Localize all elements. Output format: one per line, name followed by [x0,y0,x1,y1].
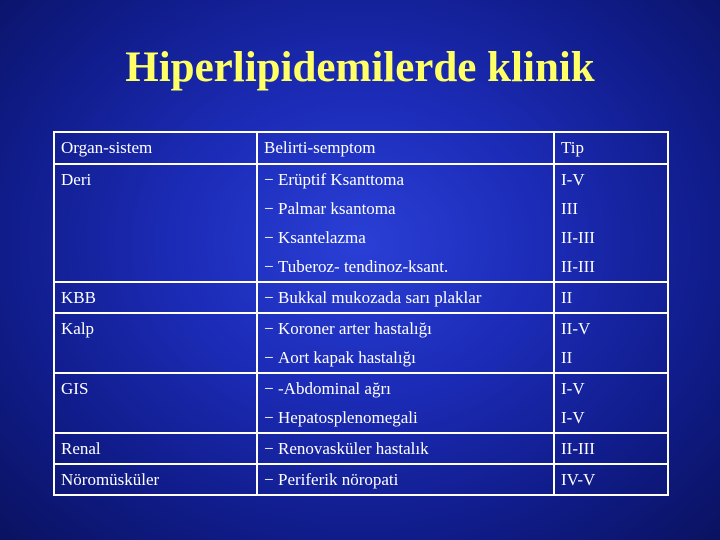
type-cell [554,313,668,373]
symptom-line [264,314,547,343]
type-cell [554,464,668,495]
symptom-line [264,434,547,463]
symptom-cell [257,164,554,282]
organ-cell [54,373,257,433]
dash-marker: − [264,319,274,338]
table-row-deri [54,164,668,282]
dash-marker: − [264,470,274,489]
symptom-text: Koroner arter hastalığı [278,319,432,338]
organ-label: KBB [61,288,96,307]
symptom-line [264,194,547,223]
organ-cell [54,433,257,464]
organ-cell [54,164,257,282]
organ-label: Kalp [61,319,95,338]
symptom-text: Aort kapak hastalığı [278,348,416,367]
table-row-gis [54,373,668,433]
symptom-cell [257,282,554,313]
organ-label: Deri [61,170,92,189]
symptom-line [264,374,547,403]
dash-marker: − [264,379,274,398]
header-organ-sistem: Organ-sistem [54,132,257,164]
organ-label: GIS [61,379,89,398]
clinic-table [53,131,669,496]
symptom-text: Erüptif Ksanttoma [278,170,405,189]
organ-cell [54,313,257,373]
organ-cell [54,282,257,313]
table-row-kbb [54,282,668,313]
type-value: II [561,288,573,307]
type-value: II-III [561,257,595,276]
dash-marker: − [264,348,274,367]
symptom-text: Bukkal mukozada sarı plaklar [278,288,482,307]
dash-marker: − [264,408,274,427]
header-belirti-semptom: Belirti-semptom [257,132,554,164]
symptom-text: Periferik nöropati [278,470,399,489]
dash-marker: − [264,439,274,458]
symptom-cell [257,464,554,495]
table-row-noromuskuler [54,464,668,495]
organ-label: Renal [61,439,101,458]
symptom-line [264,252,547,281]
symptom-line [264,283,547,312]
type-value: I-V [561,408,585,427]
slide-title: Hiperlipidemilerde klinik [125,44,595,91]
symptom-text: Palmar ksantoma [278,199,396,218]
symptom-cell [257,313,554,373]
symptom-cell [257,433,554,464]
symptom-text: Ksantelazma [278,228,366,247]
type-value: I-V [561,379,585,398]
symptom-line [264,223,547,252]
type-cell [554,373,668,433]
organ-label: Nöromüsküler [61,470,160,489]
dash-marker: − [264,170,274,189]
dash-marker: − [264,288,274,307]
symptom-line [264,165,547,194]
dash-marker: − [264,228,274,247]
symptom-text: Hepatosplenomegali [278,408,418,427]
header-tip: Tip [554,132,668,164]
table-row-renal [54,433,668,464]
type-cell [554,433,668,464]
symptom-line [264,403,547,432]
symptom-text: Renovasküler hastalık [278,439,429,458]
type-value: II-III [561,439,595,458]
type-value: I-V [561,170,585,189]
symptom-text: -Abdominal ağrı [278,379,391,398]
dash-marker: − [264,257,274,276]
symptom-line [264,343,547,372]
symptom-line [264,465,547,494]
organ-cell [54,464,257,495]
type-value: IV-V [561,470,596,489]
table-header-row [54,132,668,164]
type-cell [554,164,668,282]
symptom-text: Tuberoz- tendinoz-ksant. [278,257,449,276]
table-row-kalp [54,313,668,373]
type-value: III [561,199,578,218]
type-value: II-V [561,319,591,338]
symptom-cell [257,373,554,433]
clinic-table-container [53,131,667,495]
type-value: II [561,348,573,367]
type-value: II-III [561,228,595,247]
type-cell [554,282,668,313]
dash-marker: − [264,199,274,218]
